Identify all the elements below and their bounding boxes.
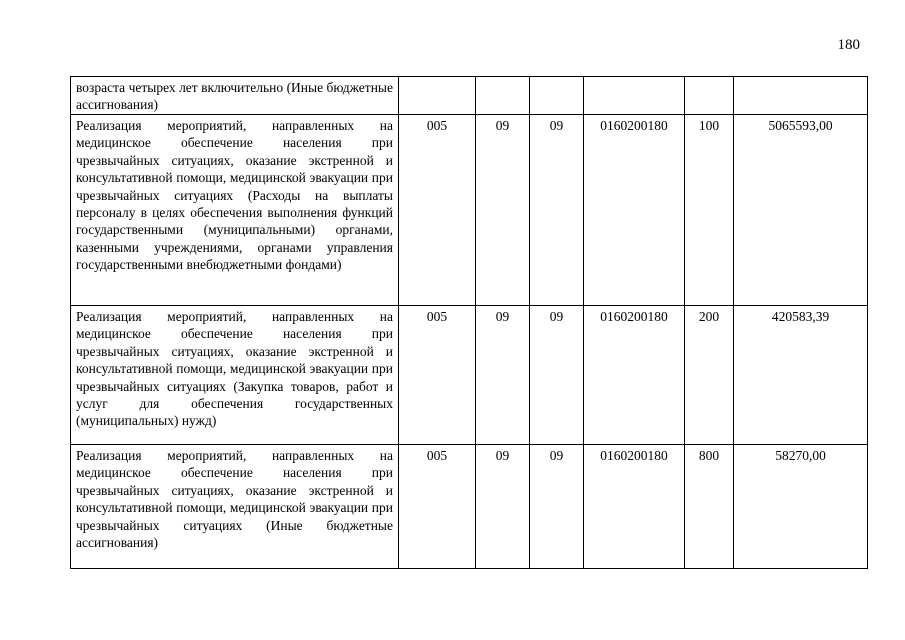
- section-cell: 09: [476, 445, 530, 569]
- expense-type-cell: 200: [685, 306, 734, 445]
- ministry-code-cell: 005: [399, 115, 476, 306]
- ministry-code-cell: [399, 77, 476, 115]
- table-row: [71, 115, 868, 306]
- table-row: [71, 306, 868, 445]
- subsection-cell: [530, 77, 584, 115]
- section-cell: [476, 77, 530, 115]
- subsection-cell: 09: [530, 115, 584, 306]
- target-article-cell: 0160200180: [584, 115, 685, 306]
- section-cell: 09: [476, 115, 530, 306]
- expense-type-cell: 800: [685, 445, 734, 569]
- row-description: Реализация мероприятий, направленных на медицинское обеспечение населения при чрезвычайных ситуациях, оказание экстренной и консультативной помощи, медицинской эвакуации при чрезвычайных ситуациях (Закупка товаров, работ и услуг для обеспечения государственных (муниципальных) нужд): [71, 306, 399, 445]
- expense-type-cell: [685, 77, 734, 115]
- table-row: [71, 445, 868, 569]
- page-number: 180: [837, 37, 860, 53]
- section-cell: 09: [476, 306, 530, 445]
- target-article-cell: [584, 77, 685, 115]
- amount-cell: [734, 77, 868, 115]
- expense-type-cell: 100: [685, 115, 734, 306]
- ministry-code-cell: 005: [399, 306, 476, 445]
- amount-cell: 420583,39: [734, 306, 868, 445]
- ministry-code-cell: 005: [399, 445, 476, 569]
- row-description: Реализация мероприятий, направленных на медицинское обеспечение населения при чрезвычайных ситуациях, оказание экстренной и консультативной помощи, медицинской эвакуации при чрезвычайных ситуациях (Иные бюджетные ассигнования): [71, 445, 399, 569]
- amount-cell: 5065593,00: [734, 115, 868, 306]
- row-description: Реализация мероприятий, направленных на медицинское обеспечение населения при чрезвычайных ситуациях, оказание экстренной и консультативной помощи, медицинской эвакуации при чрезвычайных ситуациях (Расходы на выплаты персоналу в целях обеспечения выполнения функций государственными (муниципальными) органами, казенными учреждениями, органами управления государственными внебюджетными фондами): [71, 115, 399, 306]
- target-article-cell: 0160200180: [584, 306, 685, 445]
- table-row: [71, 77, 868, 115]
- amount-cell: 58270,00: [734, 445, 868, 569]
- subsection-cell: 09: [530, 445, 584, 569]
- target-article-cell: 0160200180: [584, 445, 685, 569]
- row-description: возраста четырех лет включительно (Иные бюджетные ассигнования): [71, 77, 399, 115]
- subsection-cell: 09: [530, 306, 584, 445]
- budget-table: [70, 76, 868, 569]
